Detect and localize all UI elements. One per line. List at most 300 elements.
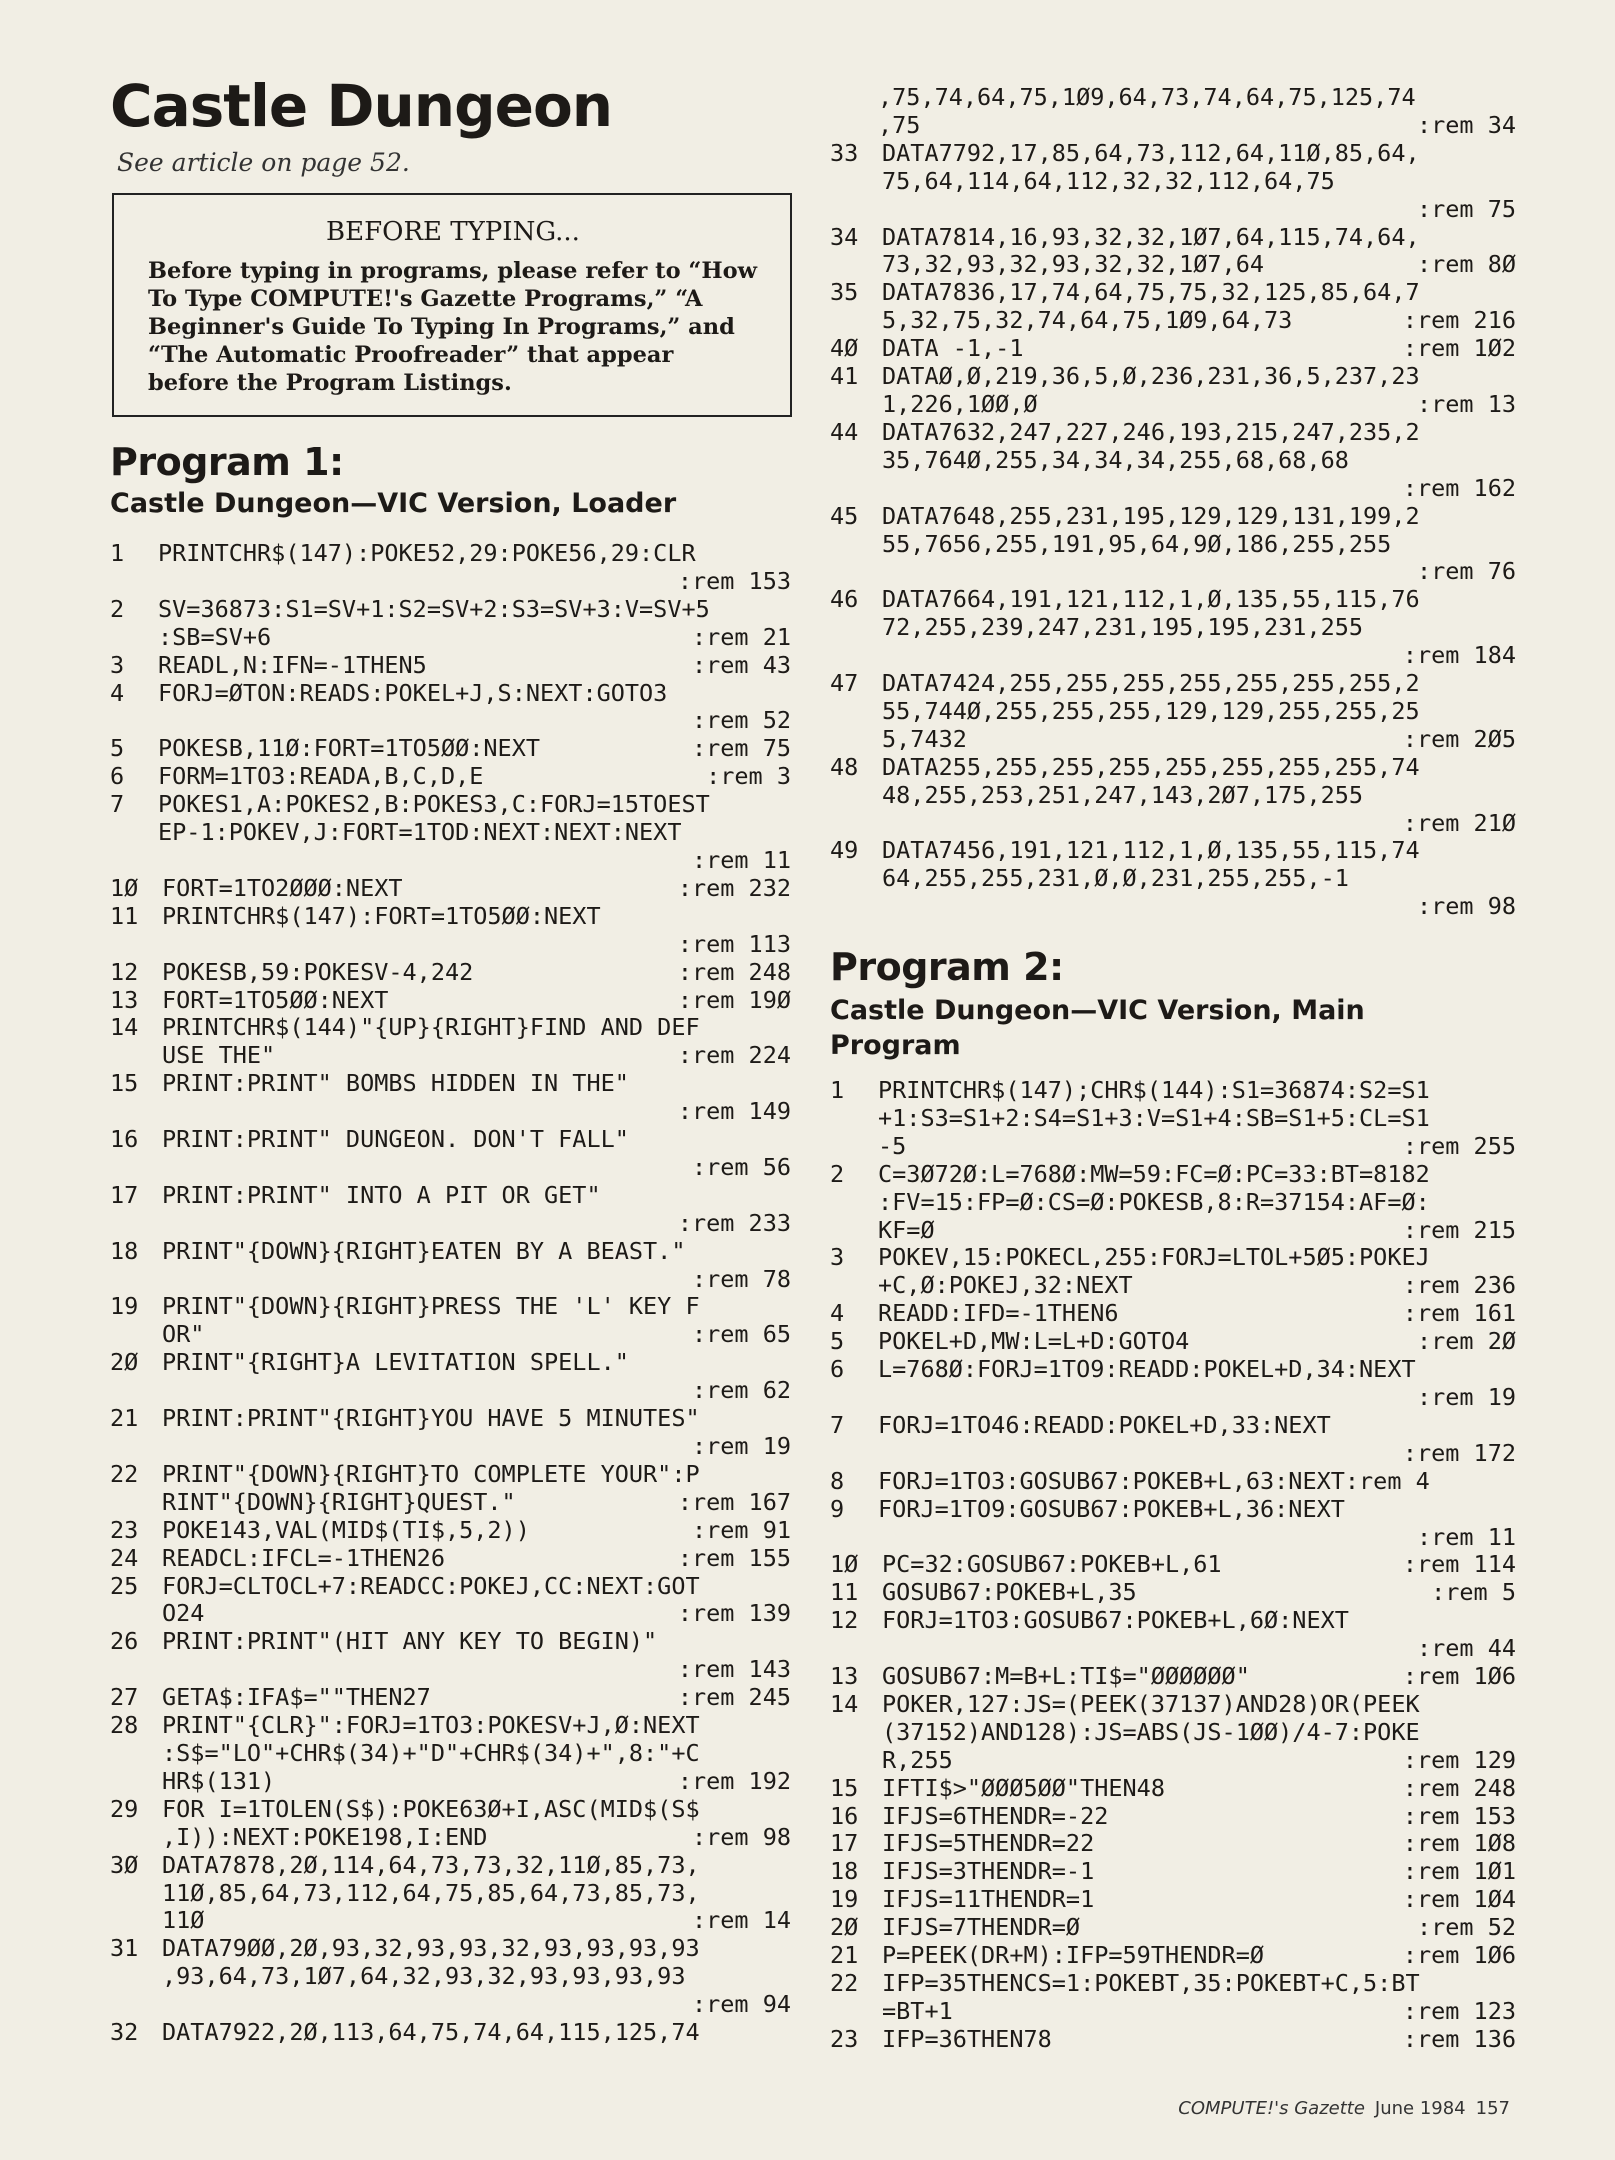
line-number: 24 — [110, 1543, 139, 1572]
checksum-rem: :rem 136 — [1402, 2024, 1516, 2053]
checksum-rem: :rem 65 — [691, 1320, 791, 1349]
code-line — [830, 1942, 1520, 1970]
checksum-rem: :rem 129 — [1402, 1745, 1516, 1774]
line-number: 27 — [110, 1683, 139, 1712]
line-number: 2Ø — [110, 1348, 139, 1377]
code-text: USE THE" — [162, 1041, 276, 1070]
line-number: 9 — [830, 1494, 845, 1523]
code-text: IFTI$>"ØØØ5ØØ"THEN48 — [882, 1773, 1165, 1802]
code-text: 55,7656,255,191,95,64,9Ø,186,255,255 — [882, 529, 1392, 558]
code-text: FORJ=1TO3:GOSUB67:POKEB+L,6Ø:NEXT — [882, 1606, 1349, 1635]
checksum-rem: :rem 192 — [677, 1766, 791, 1795]
code-text: GOSUB67:POKEB+L,35 — [882, 1578, 1137, 1607]
line-number: 2 — [830, 1159, 845, 1188]
code-text: L=768Ø:FORJ=1TO9:READD:POKEL+D,34:NEXT — [878, 1355, 1416, 1384]
footer-issue: June 1984 — [1374, 2098, 1466, 2119]
code-line — [830, 586, 1520, 670]
checksum-rem: :rem 153 — [677, 566, 791, 595]
code-text: READCL:IFCL=-1THEN26 — [162, 1543, 445, 1572]
checksum-rem: :rem 56 — [691, 1152, 791, 1181]
line-number: 1Ø — [110, 873, 139, 902]
code-line — [110, 1238, 795, 1294]
code-line — [110, 540, 795, 596]
program-2-subheading-line: Program — [830, 1030, 961, 1061]
code-text: FORJ=1TO46:READD:POKEL+D,33:NEXT — [878, 1410, 1331, 1439]
code-text: OR" — [162, 1320, 205, 1349]
code-text: 5,32,75,32,74,64,75,1Ø9,64,73 — [882, 306, 1293, 335]
code-line — [110, 1293, 795, 1349]
line-number: 6 — [830, 1355, 845, 1384]
code-text: HR$(131) — [162, 1766, 276, 1795]
line-number: 15 — [110, 1069, 139, 1098]
line-number: 22 — [110, 1459, 139, 1488]
code-text: DATA -1,-1 — [882, 334, 1024, 363]
checksum-rem: :rem 143 — [677, 1655, 791, 1684]
footer-page-number: 157 — [1475, 2098, 1510, 2119]
code-line — [110, 875, 795, 903]
code-text: FORJ=1TO3:GOSUB67:POKEB+L,63:NEXT:rem 4 — [878, 1466, 1430, 1495]
code-text: DATA7922,2Ø,113,64,75,74,64,115,125,74 — [162, 2018, 700, 2047]
code-line — [830, 1579, 1520, 1607]
code-line — [110, 652, 795, 680]
checksum-rem: :rem 94 — [691, 1990, 791, 2019]
program-2-subheading-line: Castle Dungeon—VIC Version, Main — [830, 995, 1365, 1026]
code-text: 75,64,114,64,112,32,32,112,64,75 — [882, 166, 1335, 195]
code-text: DATA7836,17,74,64,75,75,32,125,85,64,7 — [882, 278, 1420, 307]
line-number: 35 — [830, 278, 859, 307]
code-line — [110, 1070, 795, 1126]
footer-magazine: COMPUTE!'s Gazette — [1178, 2098, 1365, 2119]
code-text: PRINT"{DOWN}{RIGHT}EATEN BY A BEAST." — [162, 1236, 686, 1265]
line-number: 46 — [830, 585, 859, 614]
line-number: 44 — [830, 417, 859, 446]
code-text: ,I)):NEXT:POKE198,I:END — [162, 1822, 488, 1851]
code-text: POKESB,59:POKESV-4,242 — [162, 957, 474, 986]
line-number: 8 — [830, 1466, 845, 1495]
checksum-rem: :rem 52 — [1416, 1913, 1516, 1942]
code-text: POKER,127:JS=(PEEK(37137)AND28)OR(PEEK — [882, 1689, 1420, 1718]
code-text: GOSUB67:M=B+L:TI$="ØØØØØØ" — [882, 1662, 1250, 1691]
code-text: FORJ=CLTOCL+7:READCC:POKEJ,CC:NEXT:GOT — [162, 1571, 700, 1600]
code-line — [110, 903, 795, 959]
code-text: FORM=1TO3:READA,B,C,D,E — [158, 762, 484, 791]
checksum-rem: :rem 248 — [1402, 1773, 1516, 1802]
checksum-rem: :rem 3 — [706, 762, 791, 791]
code-text: DATA255,255,255,255,255,255,255,255,74 — [882, 752, 1420, 781]
code-text: PRINT"{DOWN}{RIGHT}TO COMPLETE YOUR":P — [162, 1459, 700, 1488]
checksum-rem: :rem 76 — [1416, 557, 1516, 586]
code-text: 1,226,1ØØ,Ø — [882, 389, 1038, 418]
code-line — [110, 1182, 795, 1238]
code-text: 73,32,93,32,93,32,32,1Ø7,64 — [882, 250, 1265, 279]
code-line — [110, 1796, 795, 1852]
line-number: 7 — [110, 790, 125, 819]
checksum-rem: :rem 255 — [1402, 1131, 1516, 1160]
code-line — [830, 1161, 1520, 1245]
code-text: POKEL+D,MW:L=L+D:GOTO4 — [878, 1327, 1190, 1356]
code-text: DATA7664,191,121,112,1,Ø,135,55,115,76 — [882, 585, 1420, 614]
code-text: PRINTCHR$(147):FORT=1TO5ØØ:NEXT — [162, 901, 601, 930]
line-number: 28 — [110, 1711, 139, 1740]
code-text: FORJ=1TO9:GOSUB67:POKEB+L,36:NEXT — [878, 1494, 1345, 1523]
code-line — [830, 1077, 1520, 1161]
checksum-rem: :rem 155 — [677, 1543, 791, 1572]
line-number: 29 — [110, 1794, 139, 1823]
checksum-rem: :rem 19Ø — [677, 985, 791, 1014]
checksum-rem: :rem 21 — [691, 622, 791, 651]
checksum-rem: :rem 11 — [1416, 1522, 1516, 1551]
code-line — [830, 84, 1520, 140]
line-number: 41 — [830, 362, 859, 391]
code-text: PRINT:PRINT" BOMBS HIDDEN IN THE" — [162, 1069, 629, 1098]
code-text: O24 — [162, 1599, 205, 1628]
checksum-rem: :rem 1Ø1 — [1402, 1857, 1516, 1886]
code-line — [110, 1461, 795, 1517]
code-line — [830, 1468, 1520, 1496]
code-line — [830, 1830, 1520, 1858]
program-2-subheading — [830, 993, 1365, 1063]
code-text: IFP=36THEN78 — [882, 2024, 1052, 2053]
code-text: DATA7648,255,231,195,129,129,131,199,2 — [882, 501, 1420, 530]
line-number: 11 — [110, 901, 139, 930]
line-number: 47 — [830, 669, 859, 698]
code-line — [830, 1328, 1520, 1356]
before-typing-heading: BEFORE TYPING... — [326, 217, 580, 247]
line-number: 17 — [110, 1180, 139, 1209]
code-text: SV=36873:S1=SV+1:S2=SV+2:S3=SV+3:V=SV+5 — [158, 594, 710, 623]
checksum-rem: :rem 184 — [1402, 641, 1516, 670]
checksum-rem: :rem 2Ø5 — [1402, 724, 1516, 753]
checksum-rem: :rem 139 — [677, 1599, 791, 1628]
line-number: 5 — [830, 1327, 845, 1356]
code-line — [830, 1496, 1520, 1552]
code-text: KF=Ø — [878, 1215, 935, 1244]
line-number: 34 — [830, 222, 859, 251]
code-text: DATA7632,247,227,246,193,215,247,235,2 — [882, 417, 1420, 446]
checksum-rem: :rem 62 — [691, 1376, 791, 1405]
checksum-rem: :rem 19 — [691, 1432, 791, 1460]
line-number: 25 — [110, 1571, 139, 1600]
code-text: :FV=15:FP=Ø:CS=Ø:POKESB,8:R=37154:AF=Ø: — [878, 1187, 1430, 1216]
code-line — [110, 1684, 795, 1712]
code-text: DATAØ,Ø,219,36,5,Ø,236,231,36,5,237,23 — [882, 362, 1420, 391]
code-text: P=PEEK(DR+M):IFP=59THENDR=Ø — [882, 1941, 1265, 1970]
line-number: 17 — [830, 1829, 859, 1858]
code-text: PRINT:PRINT"{RIGHT}YOU HAVE 5 MINUTES" — [162, 1404, 700, 1433]
line-number: 4 — [830, 1299, 845, 1328]
code-text: FOR I=1TOLEN(S$):POKE63Ø+I,ASC(MID$(S$ — [162, 1794, 700, 1823]
line-number: 11 — [830, 1578, 859, 1607]
code-line — [830, 1691, 1520, 1775]
code-line — [110, 1349, 795, 1405]
program-1-listing-continued — [830, 84, 1520, 921]
code-line — [110, 1545, 795, 1573]
checksum-rem: :rem 233 — [677, 1208, 791, 1237]
line-number: 14 — [110, 1013, 139, 1042]
code-text: DATA7814,16,93,32,32,1Ø7,64,115,74,64, — [882, 222, 1420, 251]
code-text: IFJS=6THENDR=-22 — [882, 1801, 1109, 1830]
code-text: PRINTCHR$(147);CHR$(144):S1=36874:S2=S1 — [878, 1076, 1430, 1104]
checksum-rem: :rem 216 — [1402, 306, 1516, 335]
line-number: 3 — [110, 650, 125, 679]
line-number: 3 — [830, 1243, 845, 1272]
code-line — [830, 1886, 1520, 1914]
code-line — [830, 1858, 1520, 1886]
code-line — [830, 1551, 1520, 1579]
code-text: -5 — [878, 1131, 907, 1160]
line-number: 45 — [830, 501, 859, 530]
code-text: IFJS=7THENDR=Ø — [882, 1913, 1081, 1942]
code-text: C=3Ø72Ø:L=768Ø:MW=59:FC=Ø:PC=33:BT=8182 — [878, 1159, 1430, 1188]
code-line — [110, 1852, 795, 1936]
code-text: DATA7878,2Ø,114,64,73,73,32,11Ø,85,73, — [162, 1850, 700, 1879]
line-number: 6 — [110, 762, 125, 791]
code-text: READL,N:IFN=-1THEN5 — [158, 650, 427, 679]
code-line — [110, 959, 795, 987]
code-line — [110, 1573, 795, 1629]
code-line — [110, 987, 795, 1015]
checksum-rem: :rem 11 — [691, 845, 791, 874]
line-number: 13 — [830, 1662, 859, 1691]
line-number: 49 — [830, 836, 859, 865]
before-typing-body: Before typing in programs, please refer to “How To Type COMPUTE!'s Gazette Programs,” “A Beginner's Guide To Typing In Programs,” and “The Automatic Proofreader” that appear before the Program Listings. — [148, 258, 757, 396]
checksum-rem: :rem 19 — [1416, 1382, 1516, 1411]
code-line — [830, 279, 1520, 335]
code-line — [110, 680, 795, 736]
line-number: 16 — [830, 1801, 859, 1830]
code-text: PRINT:PRINT" INTO A PIT OR GET" — [162, 1180, 601, 1209]
line-number: 2Ø — [830, 1913, 859, 1942]
program-1-heading: Program 1: — [110, 440, 344, 484]
checksum-rem: :rem 1Ø8 — [1402, 1829, 1516, 1858]
line-number: 4Ø — [830, 334, 859, 363]
checksum-rem: :rem 5 — [1431, 1578, 1516, 1607]
checksum-rem: :rem 162 — [1402, 473, 1516, 502]
code-text: PRINT:PRINT"(HIT ANY KEY TO BEGIN)" — [162, 1627, 658, 1656]
code-line — [110, 1935, 795, 2019]
code-line — [830, 670, 1520, 754]
line-number: 1 — [830, 1076, 845, 1104]
checksum-rem: :rem 215 — [1402, 1215, 1516, 1244]
code-text: ,93,64,73,1Ø7,64,32,93,32,93,93,93,93 — [162, 1962, 686, 1991]
code-text: POKES1,A:POKES2,B:POKES3,C:FORJ=15TOEST — [158, 790, 710, 819]
checksum-rem: :rem 113 — [677, 929, 791, 958]
code-text: RINT"{DOWN}{RIGHT}QUEST." — [162, 1487, 516, 1516]
line-number: 21 — [830, 1941, 859, 1970]
checksum-rem: :rem 248 — [677, 957, 791, 986]
checksum-rem: :rem 21Ø — [1402, 808, 1516, 837]
checksum-rem: :rem 98 — [691, 1822, 791, 1851]
checksum-rem: :rem 232 — [677, 873, 791, 902]
code-text: 64,255,255,231,Ø,Ø,231,255,255,-1 — [882, 864, 1349, 893]
code-text: DATA7792,17,85,64,73,112,64,11Ø,85,64, — [882, 138, 1420, 167]
code-line — [830, 1356, 1520, 1412]
code-line — [110, 2019, 795, 2047]
checksum-rem: :rem 75 — [691, 734, 791, 763]
code-text: DATA7456,191,121,112,1,Ø,135,55,115,74 — [882, 836, 1420, 865]
code-line — [110, 1628, 795, 1684]
line-number: 7 — [830, 1410, 845, 1439]
line-number: 48 — [830, 752, 859, 781]
code-text: =BT+1 — [882, 1996, 953, 2025]
code-line — [830, 419, 1520, 503]
code-line — [830, 1775, 1520, 1803]
line-number: 1 — [110, 539, 125, 567]
line-number: 26 — [110, 1627, 139, 1656]
code-line — [110, 1517, 795, 1545]
code-line — [830, 1244, 1520, 1300]
line-number: 19 — [110, 1292, 139, 1321]
code-text: IFJS=5THENDR=22 — [882, 1829, 1095, 1858]
line-number: 3Ø — [110, 1850, 139, 1879]
checksum-rem: :rem 167 — [677, 1487, 791, 1516]
line-number: 23 — [830, 2024, 859, 2053]
checksum-rem: :rem 1Ø6 — [1402, 1662, 1516, 1691]
code-text: FORJ=ØTON:READS:POKEL+J,S:NEXT:GOTO3 — [158, 678, 668, 707]
checksum-rem: :rem 161 — [1402, 1299, 1516, 1328]
code-text: +C,Ø:POKEJ,32:NEXT — [878, 1271, 1133, 1300]
code-text: PRINTCHR$(147):POKE52,29:POKE56,29:CLR — [158, 539, 696, 567]
line-number: 19 — [830, 1885, 859, 1914]
code-text: DATA7424,255,255,255,255,255,255,255,2 — [882, 669, 1420, 698]
checksum-rem: :rem 14 — [691, 1906, 791, 1935]
code-text: :S$="LO"+CHR$(34)+"D"+CHR$(34)+",8:"+C — [162, 1738, 700, 1767]
code-text: 5,7432 — [882, 724, 967, 753]
checksum-rem: :rem 43 — [691, 650, 791, 679]
code-text: :SB=SV+6 — [158, 622, 272, 651]
code-text: IFJS=11THENDR=1 — [882, 1885, 1095, 1914]
code-line — [830, 1607, 1520, 1663]
code-line — [110, 735, 795, 763]
code-text: ,75,74,64,75,1Ø9,64,73,74,64,75,125,74 — [878, 83, 1416, 111]
checksum-rem: :rem 149 — [677, 1097, 791, 1126]
checksum-rem: :rem 123 — [1402, 1996, 1516, 2025]
code-line — [830, 140, 1520, 224]
code-text: (37152)AND128):JS=ABS(JS-1ØØ)/4-7:POKE — [882, 1717, 1420, 1746]
line-number: 16 — [110, 1125, 139, 1154]
code-text: FORT=1TO5ØØ:NEXT — [162, 985, 389, 1014]
code-text: DATA79ØØ,2Ø,93,32,93,93,32,93,93,93,93 — [162, 1934, 700, 1963]
code-text: +1:S3=S1+2:S4=S1+3:V=S1+4:SB=S1+5:CL=S1 — [878, 1103, 1430, 1132]
code-line — [830, 1663, 1520, 1691]
code-line — [110, 596, 795, 652]
code-line — [830, 1914, 1520, 1942]
code-text: 11Ø — [162, 1906, 205, 1935]
checksum-rem: :rem 2Ø — [1416, 1327, 1516, 1356]
page-footer — [1178, 2098, 1510, 2119]
code-text: IFJS=3THENDR=-1 — [882, 1857, 1095, 1886]
code-text: PRINT"{DOWN}{RIGHT}PRESS THE 'L' KEY F — [162, 1292, 700, 1321]
code-text: PRINT"{CLR}":FORJ=1TO3:POKESV+J,Ø:NEXT — [162, 1711, 700, 1740]
line-number: 33 — [830, 138, 859, 167]
line-number: 18 — [110, 1236, 139, 1265]
checksum-rem: :rem 98 — [1416, 892, 1516, 921]
code-line — [830, 503, 1520, 587]
code-text: FORT=1TO2ØØØ:NEXT — [162, 873, 403, 902]
code-text: POKE143,VAL(MID$(TI$,5,2)) — [162, 1515, 530, 1544]
line-number: 5 — [110, 734, 125, 763]
checksum-rem: :rem 75 — [1416, 194, 1516, 223]
line-number: 2 — [110, 594, 125, 623]
line-number: 21 — [110, 1404, 139, 1433]
code-line — [830, 837, 1520, 921]
code-text: 35,764Ø,255,34,34,34,255,68,68,68 — [882, 445, 1349, 474]
line-number: 31 — [110, 1934, 139, 1963]
checksum-rem: :rem 52 — [691, 706, 791, 735]
code-text: POKESB,11Ø:FORT=1TO5ØØ:NEXT — [158, 734, 541, 763]
code-text: R,255 — [882, 1745, 953, 1774]
code-line — [830, 335, 1520, 363]
code-text: 48,255,253,251,247,143,2Ø7,175,255 — [882, 780, 1364, 809]
code-line — [110, 791, 795, 875]
code-line — [830, 1970, 1520, 2026]
code-line — [830, 754, 1520, 838]
program-2-listing — [830, 1077, 1520, 2054]
code-line — [110, 1126, 795, 1182]
checksum-rem: :rem 78 — [691, 1264, 791, 1293]
program-2-heading: Program 2: — [830, 945, 1064, 989]
checksum-rem: :rem 1Ø6 — [1402, 1941, 1516, 1970]
code-text: 11Ø,85,64,73,112,64,75,85,64,73,85,73, — [162, 1878, 700, 1907]
checksum-rem: :rem 153 — [1402, 1801, 1516, 1830]
code-line — [110, 1405, 795, 1461]
code-text: PRINT:PRINT" DUNGEON. DON'T FALL" — [162, 1125, 629, 1154]
code-text: PC=32:GOSUB67:POKEB+L,61 — [882, 1550, 1222, 1579]
code-text: READD:IFD=-1THEN6 — [878, 1299, 1119, 1328]
line-number: 32 — [110, 2018, 139, 2047]
line-number: 12 — [110, 957, 139, 986]
before-typing-box — [112, 193, 792, 417]
code-text: EP-1:POKEV,J:FORT=1TOD:NEXT:NEXT:NEXT — [158, 818, 682, 847]
line-number: 4 — [110, 678, 125, 707]
line-number: 15 — [830, 1773, 859, 1802]
program-1-listing — [110, 540, 795, 2047]
checksum-rem: :rem 172 — [1402, 1438, 1516, 1467]
line-number: 1Ø — [830, 1550, 859, 1579]
see-article-note: See article on page 52. — [117, 148, 410, 177]
checksum-rem: :rem 44 — [1416, 1634, 1516, 1663]
code-line — [110, 1712, 795, 1796]
code-line — [830, 1803, 1520, 1831]
program-1-subheading: Castle Dungeon—VIC Version, Loader — [110, 488, 677, 519]
checksum-rem: :rem 91 — [691, 1515, 791, 1544]
checksum-rem: :rem 8Ø — [1416, 250, 1516, 279]
code-line — [830, 224, 1520, 280]
code-line — [830, 1412, 1520, 1468]
line-number: 14 — [830, 1689, 859, 1718]
code-text: 55,744Ø,255,255,255,129,129,255,255,25 — [882, 696, 1420, 725]
code-text: GETA$:IFA$=""THEN27 — [162, 1683, 431, 1712]
checksum-rem: :rem 1Ø4 — [1402, 1885, 1516, 1914]
code-text: POKEV,15:POKECL,255:FORJ=LTOL+5Ø5:POKEJ — [878, 1243, 1430, 1272]
line-number: 18 — [830, 1857, 859, 1886]
line-number: 12 — [830, 1606, 859, 1635]
code-line — [110, 1014, 795, 1070]
line-number: 13 — [110, 985, 139, 1014]
code-line — [830, 1300, 1520, 1328]
code-line — [830, 2026, 1520, 2054]
checksum-rem: :rem 114 — [1402, 1550, 1516, 1579]
code-text: ,75 — [878, 110, 921, 139]
code-text: PRINTCHR$(144)"{UP}{RIGHT}FIND AND DEF — [162, 1013, 700, 1042]
checksum-rem: :rem 1Ø2 — [1402, 334, 1516, 363]
checksum-rem: :rem 245 — [677, 1683, 791, 1712]
checksum-rem: :rem 13 — [1416, 389, 1516, 418]
code-line — [110, 763, 795, 791]
code-text: PRINT"{RIGHT}A LEVITATION SPELL." — [162, 1348, 629, 1377]
code-text: IFP=35THENCS=1:POKEBT,35:POKEBT+C,5:BT — [882, 1969, 1420, 1997]
checksum-rem: :rem 34 — [1416, 110, 1516, 139]
